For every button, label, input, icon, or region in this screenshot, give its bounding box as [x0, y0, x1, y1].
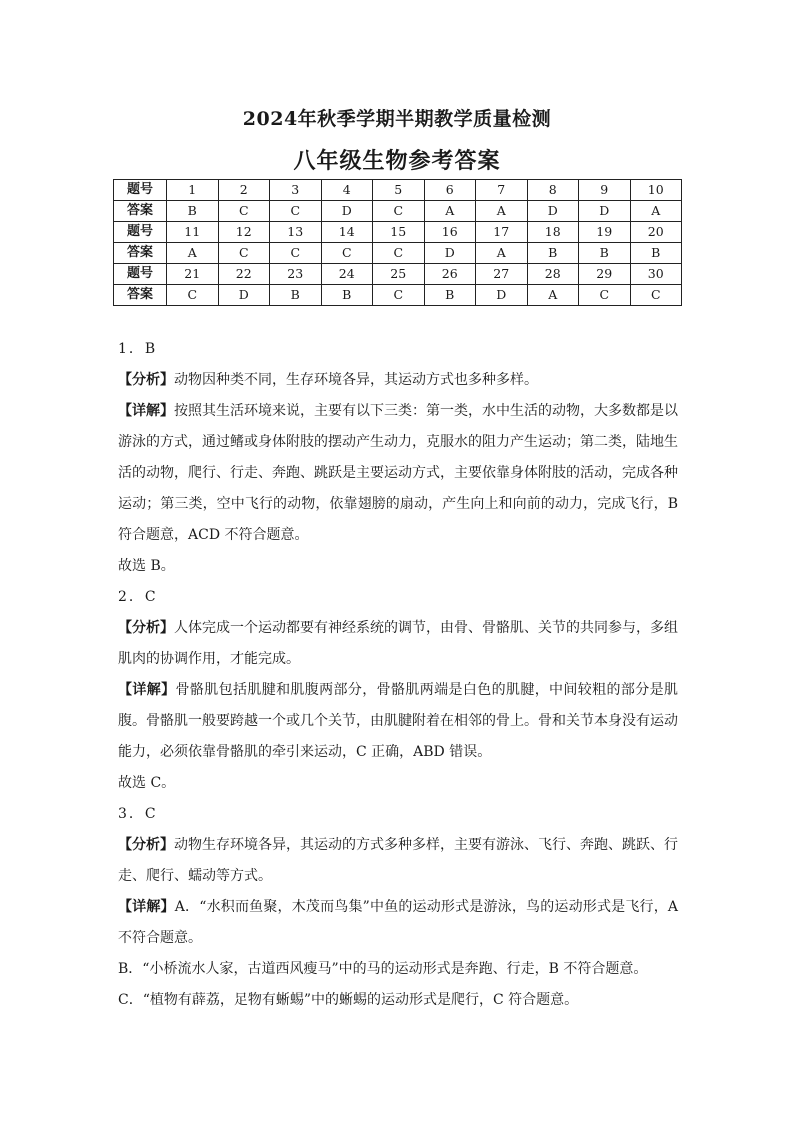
- answer-row: [114, 201, 682, 222]
- analysis-tag: 【分析】: [118, 620, 174, 636]
- question-number-cell: 21: [167, 264, 219, 285]
- answer-cell: C: [270, 243, 322, 264]
- explanations: [118, 334, 678, 1016]
- detail-paragraph: [118, 675, 678, 768]
- detail-text: A．“水积而鱼聚，木茂而鸟集”中鱼的运动形式是游泳，鸟的运动形式是飞行，A不符合题意。: [118, 899, 678, 946]
- question-number-cell: 1: [167, 180, 219, 201]
- answer-cell: D: [476, 285, 528, 306]
- answer-cell: B: [527, 243, 579, 264]
- question-number-cell: 20: [630, 222, 682, 243]
- answer-cell: A: [630, 201, 682, 222]
- answer-cell: D: [321, 201, 373, 222]
- question-number: 1．B: [118, 341, 158, 357]
- exam-title: 2024年秋季学期半期教学质量检测: [242, 108, 552, 130]
- question-number-cell: 4: [321, 180, 373, 201]
- analysis-tag: 【分析】: [118, 372, 174, 388]
- analysis-paragraph: [118, 830, 678, 892]
- question-number-cell: 2: [218, 180, 270, 201]
- question-number-cell: 13: [270, 222, 322, 243]
- question-number-cell: 18: [527, 222, 579, 243]
- answer-cell: B: [579, 243, 631, 264]
- question-number-cell: 3: [270, 180, 322, 201]
- row-label-number: 题号: [114, 222, 167, 243]
- answer-cell: C: [270, 201, 322, 222]
- question-number-cell: 5: [373, 180, 425, 201]
- row-label-answer: 答案: [114, 243, 167, 264]
- question-number-cell: 25: [373, 264, 425, 285]
- analysis-text: 动物因种类不同，生存环境各异，其运动方式也多种多样。: [174, 372, 538, 388]
- option-explanation: C．“植物有薜荔，足物有蜥蜴”中的蜥蜴的运动形式是爬行，C 符合题意。: [118, 992, 579, 1008]
- row-label-number: 题号: [114, 180, 167, 201]
- question-number-row: [114, 180, 682, 201]
- question-number-cell: 11: [167, 222, 219, 243]
- question-number-cell: 28: [527, 264, 579, 285]
- question-number-row: [114, 264, 682, 285]
- conclusion: 故选 C。: [118, 775, 176, 791]
- answer-cell: D: [424, 243, 476, 264]
- analysis-paragraph: [118, 613, 678, 675]
- analysis-tag: 【分析】: [118, 837, 174, 853]
- answer-row: [114, 243, 682, 264]
- question-number-cell: 14: [321, 222, 373, 243]
- answer-cell: A: [167, 243, 219, 264]
- answer-cell: A: [476, 243, 528, 264]
- answer-cell: C: [630, 285, 682, 306]
- answer-cell: A: [476, 201, 528, 222]
- answer-table: [113, 179, 682, 306]
- analysis-text: 人体完成一个运动都要有神经系统的调节，由骨、骨骼肌、关节的共同参与，多组肌肉的协调作用，才能完成。: [118, 620, 678, 667]
- answer-row: [114, 285, 682, 306]
- answer-cell: C: [167, 285, 219, 306]
- question-number-cell: 24: [321, 264, 373, 285]
- question-number-cell: 22: [218, 264, 270, 285]
- answer-cell: D: [218, 285, 270, 306]
- question-number-cell: 10: [630, 180, 682, 201]
- question-number-cell: 29: [579, 264, 631, 285]
- answer-cell: C: [321, 243, 373, 264]
- question-number-cell: 26: [424, 264, 476, 285]
- row-label-answer: 答案: [114, 201, 167, 222]
- answer-cell: D: [527, 201, 579, 222]
- answer-cell: C: [579, 285, 631, 306]
- detail-paragraph: [118, 892, 678, 954]
- question-number-row: [114, 222, 682, 243]
- question-number-cell: 15: [373, 222, 425, 243]
- question-number-cell: 8: [527, 180, 579, 201]
- answer-cell: A: [527, 285, 579, 306]
- answer-cell: B: [321, 285, 373, 306]
- analysis-paragraph: [118, 365, 678, 396]
- question-number-cell: 17: [476, 222, 528, 243]
- answer-cell: B: [630, 243, 682, 264]
- question-number-cell: 12: [218, 222, 270, 243]
- question-number: 3．C: [118, 806, 158, 822]
- question-number-cell: 27: [476, 264, 528, 285]
- answer-cell: B: [424, 285, 476, 306]
- detail-tag: 【详解】: [118, 403, 174, 419]
- question-number-cell: 7: [476, 180, 528, 201]
- conclusion: 故选 B。: [118, 558, 175, 574]
- question-number-cell: 30: [630, 264, 682, 285]
- detail-paragraph: [118, 396, 678, 551]
- answer-cell: A: [424, 201, 476, 222]
- answer-cell: C: [373, 243, 425, 264]
- answer-cell: C: [373, 285, 425, 306]
- answer-cell: C: [373, 201, 425, 222]
- answer-cell: B: [167, 201, 219, 222]
- detail-tag: 【详解】: [118, 899, 175, 915]
- detail-text: 骨骼肌包括肌腱和肌腹两部分，骨骼肌两端是白色的肌腱，中间较粗的部分是肌腹。骨骼肌一般要跨越一个或几个关节，由肌腱附着在相邻的骨上。骨和关节本身没有运动能力，必须依靠骨骼肌的牵引来运动，C 正确，ABD 错误。: [118, 682, 679, 760]
- row-label-answer: 答案: [114, 285, 167, 306]
- option-explanation: B．“小桥流水人家，古道西风瘦马”中的马的运动形式是奔跑、行走，B 不符合题意。: [118, 961, 648, 977]
- question-number-cell: 16: [424, 222, 476, 243]
- answer-key-title: 八年级生物参考答案: [293, 148, 501, 174]
- question-number: 2．C: [118, 589, 158, 605]
- answer-cell: C: [218, 201, 270, 222]
- answer-cell: D: [579, 201, 631, 222]
- question-number-cell: 9: [579, 180, 631, 201]
- question-number-cell: 6: [424, 180, 476, 201]
- question-number-cell: 19: [579, 222, 631, 243]
- question-number-cell: 23: [270, 264, 322, 285]
- answer-cell: B: [270, 285, 322, 306]
- answer-cell: C: [218, 243, 270, 264]
- detail-text: 按照其生活环境来说，主要有以下三类：第一类，水中生活的动物，大多数都是以游泳的方式，通过鳍或身体附肢的摆动产生动力，克服水的阻力产生运动；第二类，陆地生活的动物，爬行、行走、奔跑、跳跃是主要运动方式，主要依靠身体附肢的活动，完成各种运动；第三类，空中飞行的动物，依靠翅膀的扇动，产生向上和向前的动力，完成飞行，B符合题意，ACD 不符合题意。: [118, 403, 678, 543]
- row-label-number: 题号: [114, 264, 167, 285]
- detail-tag: 【详解】: [118, 682, 176, 698]
- analysis-text: 动物生存环境各异，其运动的方式多种多样，主要有游泳、飞行、奔跑、跳跃、行走、爬行、蠕动等方式。: [118, 837, 678, 884]
